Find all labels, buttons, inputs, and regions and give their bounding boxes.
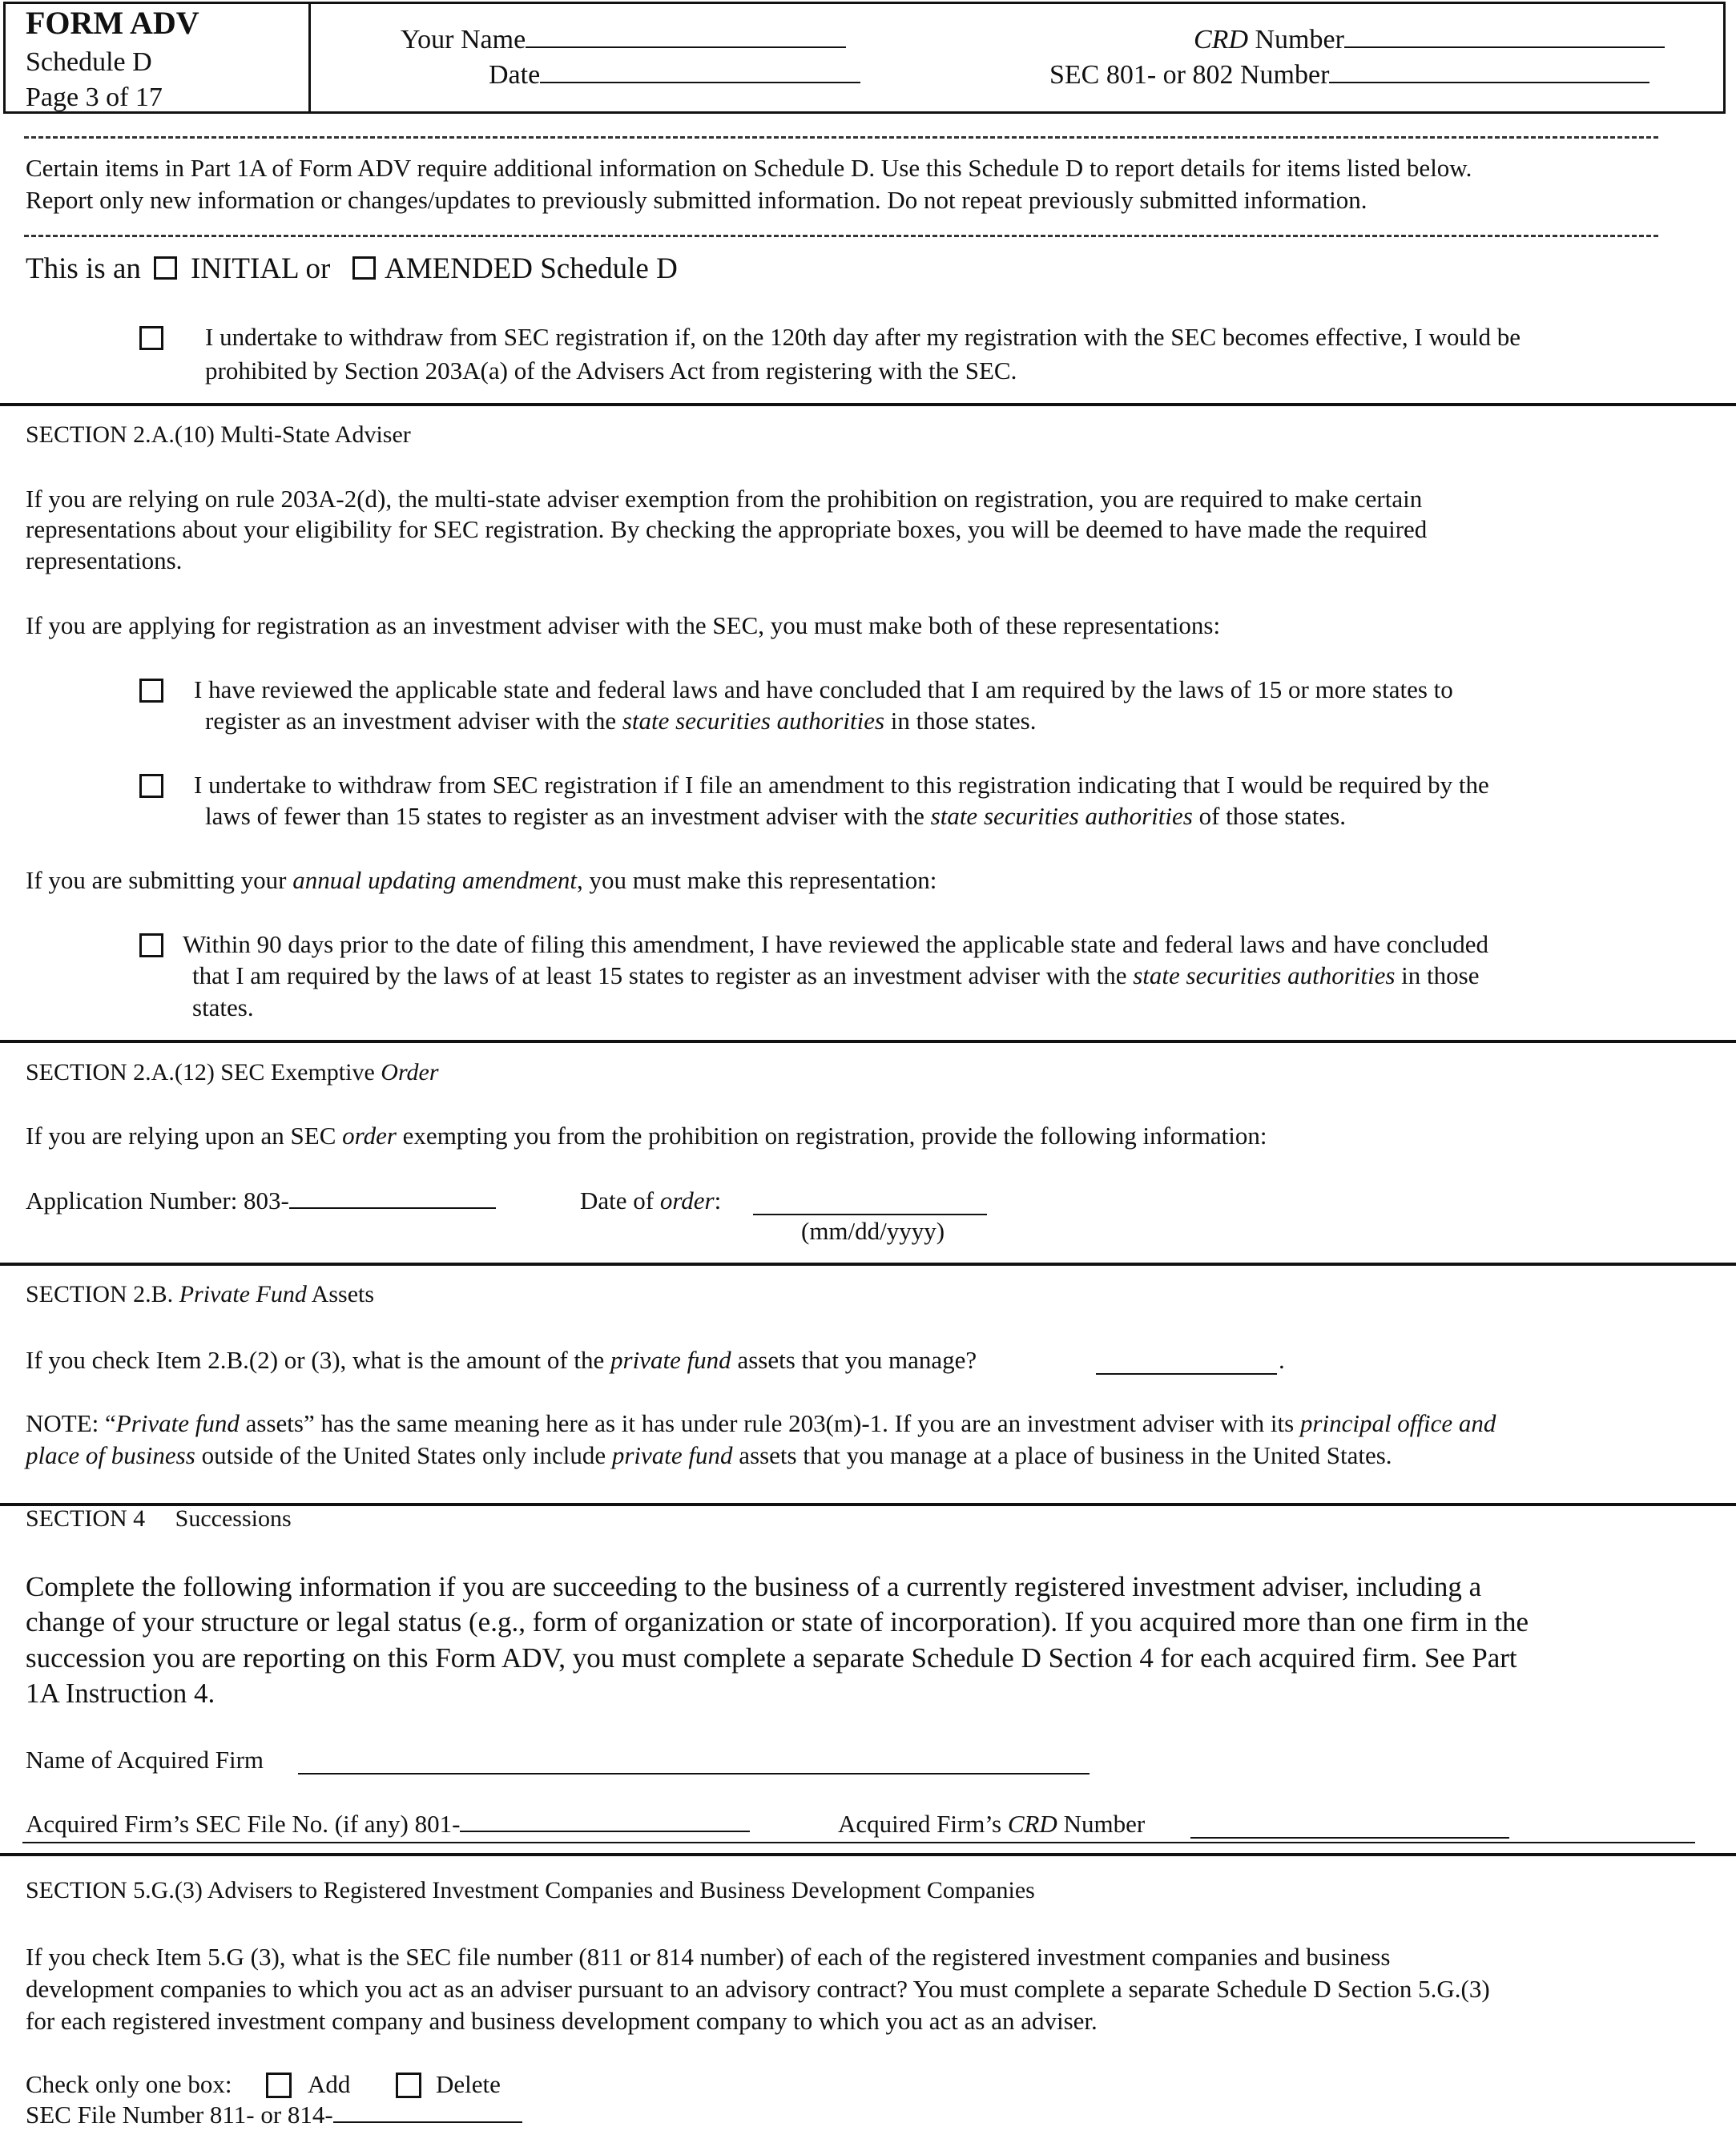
section-4-para-line4: 1A Instruction 4.: [26, 1678, 215, 1709]
your-name-field[interactable]: [526, 26, 846, 48]
date-row: [489, 59, 860, 91]
check-one-label: Check only one box:: [26, 2070, 232, 2098]
crd-number-field[interactable]: [1344, 26, 1665, 48]
add-checkbox[interactable]: [266, 2073, 292, 2098]
section-divider: [0, 1853, 1736, 1856]
rep-withdraw-line2: [205, 800, 1346, 832]
section-2a10-heading: SECTION 2.A.(10) Multi-State Adviser: [26, 421, 411, 448]
rep-annual-line1: Within 90 days prior to the date of filing this amendment, I have reviewed the applicable state and federal laws and have concluded: [183, 930, 1488, 958]
section-2b-heading: [26, 1279, 374, 1310]
note-a: NOTE: “: [26, 1409, 116, 1437]
section-4-underline: [22, 1842, 1695, 1843]
note-italic-3: place of business: [26, 1441, 195, 1469]
section-2a12-heading: [26, 1057, 439, 1088]
date-format-hint: (mm/dd/yyyy): [801, 1217, 945, 1245]
section-2b-para-a: If you check Item 2.B.(2) or (3), what is the amount of the: [26, 1346, 611, 1374]
crd-label: Number: [1248, 25, 1344, 54]
rep-15-states-line2-b: in those states.: [884, 707, 1037, 735]
form-header: [3, 2, 1726, 114]
rep-annual-line2-a: that I am required by the laws of at least 15 states to register as an investment adviser with the: [192, 961, 1134, 989]
section-2a12-para: [26, 1120, 1267, 1152]
sec-file-number-field[interactable]: [333, 2101, 522, 2123]
note-d: assets that you manage at a place of business in the United States.: [732, 1441, 1392, 1469]
application-number-label: Application Number: 803-: [26, 1186, 289, 1215]
section-2a12-para-b: exempting you from the prohibition on registration, provide the following information:: [396, 1122, 1267, 1150]
section-4-heading: SECTION 4 Successions: [26, 1505, 292, 1532]
intro-line-2: Report only new information or changes/updates to previously submitted information. Do not repeat previously submitted information.: [26, 186, 1367, 214]
crd-number-row: [1194, 24, 1665, 56]
sec-number-row: [1049, 59, 1649, 91]
crd-label-italic: CRD: [1194, 25, 1248, 54]
acquired-firm-name-row: [26, 1744, 264, 1776]
rep-withdraw-line2-a: laws of fewer than 15 states to register as an investment adviser with the: [205, 802, 931, 830]
date-field[interactable]: [540, 61, 860, 83]
delete-label: Delete: [436, 2070, 501, 2098]
section-divider: [0, 1040, 1736, 1043]
note-italic-1: Private fund: [115, 1409, 240, 1437]
section-2b-heading-italic: Private Fund: [179, 1281, 307, 1307]
amended-label: AMENDED Schedule D: [385, 252, 678, 285]
delete-checkbox[interactable]: [396, 2073, 421, 2098]
section-5g3-para-line2: development companies to which you act as an adviser pursuant to an advisory contract? You must complete a separate Schedule D Section 5.G.(3): [26, 1975, 1490, 2003]
acquired-firm-sec-label: Acquired Firm’s SEC File No. (if any) 801-: [26, 1810, 461, 1838]
acquired-firm-crd-field[interactable]: [1190, 1816, 1509, 1839]
section-4-para-line2: change of your structure or legal status (e.g., form of organization or state of incorporation). If you acquired more than one firm in the: [26, 1606, 1529, 1638]
section-2a12-para-a: If you are relying upon an SEC: [26, 1122, 343, 1150]
section-5g3-heading: SECTION 5.G.(3) Advisers to Registered Investment Companies and Business Development Companies: [26, 1877, 1035, 1903]
acquired-firm-crd-row: [838, 1808, 1145, 1840]
application-number-field[interactable]: [289, 1186, 496, 1209]
section-4-para-line3: succession you are reporting on this Form ADV, you must complete a separate Schedule D Section 4 for each acquired firm. See Part: [26, 1642, 1517, 1674]
initial-label: INITIAL or: [191, 252, 331, 285]
rep-15-states-line2-a: register as an investment adviser with the: [205, 707, 622, 735]
application-number-row: [26, 1185, 496, 1217]
section-2b-heading-a: SECTION 2.B.: [26, 1281, 179, 1307]
para3-italic: annual updating amendment: [292, 866, 577, 894]
rep-15-states-line2-italic: state securities authorities: [622, 707, 885, 735]
section-2b-para-b: assets that you manage?: [731, 1346, 977, 1374]
section-2b-note-line1: [26, 1408, 1496, 1440]
rep-annual-line2-italic: state securities authorities: [1133, 961, 1396, 989]
date-label: Date: [489, 60, 541, 90]
note-b: assets” has the same meaning here as it has under rule 203(m)-1. If you are an investment adviser with its: [239, 1409, 1300, 1437]
para3-b: , you must make this representation:: [576, 866, 937, 894]
intro-dash-top: [24, 136, 1658, 139]
sec-file-number-row: [26, 2099, 522, 2131]
your-name-row: [401, 24, 846, 56]
rep-annual-line2-b: in those: [1395, 961, 1480, 989]
acquired-firm-sec-field[interactable]: [460, 1810, 750, 1832]
date-of-order-italic: order: [659, 1186, 715, 1215]
para3-a: If you are submitting your: [26, 866, 293, 894]
form-title: FORM ADV: [26, 5, 199, 41]
rep-15-states-line2: [205, 705, 1036, 737]
date-of-order-field[interactable]: [753, 1193, 987, 1215]
rep-annual-line3: states.: [192, 993, 254, 1021]
section-2a12-heading-a: SECTION 2.A.(12) SEC Exemptive: [26, 1059, 381, 1086]
page-number: Page 3 of 17: [26, 83, 163, 112]
acquired-firm-crd-label-a: Acquired Firm’s: [838, 1810, 1008, 1838]
section-2b-para-italic: private fund: [610, 1346, 731, 1374]
section-2a10-para2: If you are applying for registration as an investment adviser with the SEC, you must make both of these representations:: [26, 611, 1221, 639]
section-5g3-para-line3: for each registered investment company and business development company to which you act as an adviser.: [26, 2007, 1098, 2035]
schedule-type-prefix: This is an: [26, 252, 141, 285]
initial-checkbox[interactable]: [154, 256, 177, 280]
acquired-firm-name-label: Name of Acquired Firm: [26, 1746, 264, 1774]
sec-file-number-label: SEC File Number 811- or 814-: [26, 2101, 333, 2129]
section-4-para-line1: Complete the following information if you are succeeding to the business of a currently registered investment adviser, including a: [26, 1571, 1482, 1602]
section-2a12-heading-italic: Order: [381, 1059, 439, 1086]
sec-number-label: SEC 801- or 802 Number: [1049, 60, 1330, 90]
intro-line-1: Certain items in Part 1A of Form ADV require additional information on Schedule D. Use this Schedule D to report details for items listed below.: [26, 154, 1472, 182]
section-2b-para-end: .: [1279, 1346, 1285, 1374]
rep-15-states-line1: I have reviewed the applicable state and federal laws and have concluded that I am required by the laws of 15 or more states to: [194, 675, 1453, 703]
schedule-type-row: [26, 251, 141, 288]
note-italic-2: principal office and: [1299, 1409, 1496, 1437]
date-of-order-colon: :: [714, 1186, 722, 1215]
section-2a10-para1-line1: If you are relying on rule 203A-2(d), the multi-state adviser exemption from the prohibition on registration, you are required to make certain: [26, 485, 1423, 513]
acquired-firm-name-field[interactable]: [298, 1752, 1090, 1774]
rep-annual-line2: [192, 960, 1479, 992]
amended-checkbox[interactable]: [352, 256, 376, 280]
sec-number-field[interactable]: [1329, 61, 1649, 83]
rep-withdraw-line2-b: of those states.: [1192, 802, 1346, 830]
rep-annual-checkbox[interactable]: [139, 933, 163, 957]
private-fund-amount-field[interactable]: [1096, 1352, 1277, 1375]
section-2a12-para-italic: order: [342, 1122, 397, 1150]
rep-withdraw-line2-italic: state securities authorities: [930, 802, 1193, 830]
section-2b-heading-b: Assets: [306, 1281, 375, 1307]
acquired-firm-crd-label-italic: CRD: [1007, 1810, 1057, 1838]
date-of-order-row: [580, 1185, 721, 1217]
acquired-firm-sec-row: [26, 1808, 750, 1840]
date-of-order-label: Date of: [580, 1186, 660, 1215]
section-2a10-para1-line3: representations.: [26, 546, 183, 574]
section-2a10-para3: [26, 864, 936, 896]
rep-withdraw-checkbox[interactable]: [139, 774, 163, 798]
schedule-label: Schedule D: [26, 47, 152, 77]
section-2a10-para1-line2: representations about your eligibility for SEC registration. By checking the appropriate boxes, you will be deemed to have made the required: [26, 515, 1428, 543]
note-italic-4: private fund: [611, 1441, 733, 1469]
acquired-firm-crd-label-b: Number: [1057, 1810, 1146, 1838]
section-divider: [0, 1263, 1736, 1266]
section-divider: [0, 403, 1736, 406]
withdraw-checkbox[interactable]: [139, 326, 163, 350]
note-c: outside of the United States only include: [195, 1441, 612, 1469]
intro-dash-bottom: [24, 235, 1658, 237]
rep-withdraw-line1: I undertake to withdraw from SEC registration if I file an amendment to this registration indicating that I would be required by the: [194, 771, 1489, 799]
your-name-label: Your Name: [401, 25, 526, 54]
section-2b-note-line2: [26, 1440, 1392, 1472]
add-label: Add: [308, 2070, 351, 2098]
rep-15-states-checkbox[interactable]: [139, 679, 163, 703]
withdraw-line-2: prohibited by Section 203A(a) of the Advisers Act from registering with the SEC.: [205, 357, 1017, 385]
section-5g3-para-line1: If you check Item 5.G (3), what is the SEC file number (811 or 814 number) of each of the registered investment companies and business: [26, 1943, 1391, 1971]
section-2b-para: [26, 1344, 977, 1376]
withdraw-line-1: I undertake to withdraw from SEC registration if, on the 120th day after my registration with the SEC becomes effective, I would be: [205, 323, 1521, 351]
